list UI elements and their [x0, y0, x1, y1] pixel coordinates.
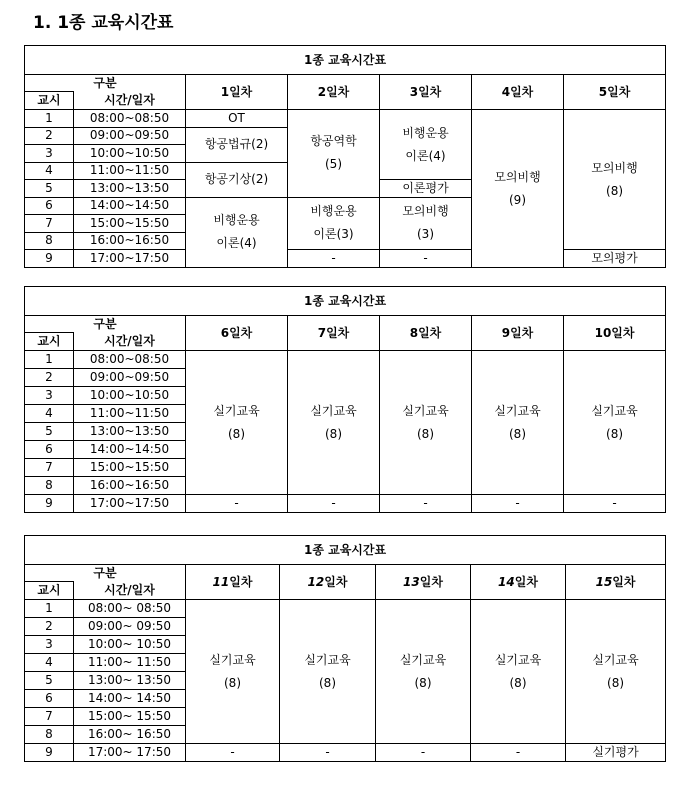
day-header: 3일차	[380, 75, 472, 110]
day-header: 5일차	[564, 75, 666, 110]
cell-line: 실기교육	[310, 403, 357, 418]
cell-line: 항공역학	[310, 134, 357, 149]
table-title: 1종 교육시간표	[25, 46, 666, 75]
period-time: 10:00~10:50	[74, 145, 186, 163]
cell-line: 실기교육	[494, 403, 541, 418]
day-number: 15	[595, 574, 613, 589]
cell-line: (8)	[417, 426, 434, 441]
cell-practical-training	[564, 351, 666, 495]
period-time: 10:00~10:50	[74, 387, 186, 405]
day-header: 10일차	[564, 316, 666, 351]
cell-ot: OT	[186, 110, 288, 128]
cell-line: 비행운용	[402, 125, 449, 140]
cell-line: 실기교육	[304, 652, 351, 667]
cell-line: 실기교육	[494, 652, 542, 667]
period-number: 3	[25, 387, 74, 405]
cell-line: (8)	[509, 426, 526, 441]
cell-line: 실기교육	[592, 652, 639, 667]
cell-flight-ops-theory	[380, 110, 472, 180]
cell-practical-training	[288, 351, 380, 495]
cell-empty: -	[288, 250, 380, 268]
period-number: 1	[25, 600, 74, 618]
cell-line: 모의비행	[494, 169, 541, 184]
header-time-day: 시간/일자	[74, 92, 186, 110]
period-time: 17:00~ 17:50	[74, 744, 186, 762]
cell-line: 실기교육	[399, 652, 447, 667]
period-number: 8	[25, 477, 74, 495]
cell-practical-training	[186, 351, 288, 495]
period-time: 08:00~08:50	[74, 110, 186, 128]
cell-line: (8)	[228, 426, 245, 441]
period-number: 7	[25, 215, 74, 233]
period-number: 1	[25, 351, 74, 369]
period-time: 17:00~17:50	[74, 250, 186, 268]
period-number: 9	[25, 744, 74, 762]
period-time: 14:00~14:50	[74, 197, 186, 215]
cell-aerodynamics	[288, 110, 380, 198]
period-number: 3	[25, 145, 74, 163]
period-time: 14:00~14:50	[74, 441, 186, 459]
cell-simulation	[380, 197, 472, 250]
day-header: 2일차	[288, 75, 380, 110]
period-number: 6	[25, 441, 74, 459]
header-gyosi: 교시	[25, 582, 74, 600]
period-time: 16:00~16:50	[74, 232, 186, 250]
period-number: 5	[25, 423, 74, 441]
day-number: 14	[498, 574, 515, 589]
period-time: 17:00~17:50	[74, 495, 186, 513]
cell-practical-training	[472, 351, 564, 495]
period-number: 1	[25, 110, 74, 128]
cell-line: (8)	[606, 426, 624, 441]
period-time: 10:00~ 10:50	[74, 636, 186, 654]
day-header	[566, 565, 666, 600]
cell-empty: -	[186, 744, 280, 762]
period-number: 8	[25, 726, 74, 744]
period-number: 7	[25, 459, 74, 477]
period-number: 5	[25, 672, 74, 690]
period-time: 16:00~ 16:50	[74, 726, 186, 744]
period-time: 13:00~13:50	[74, 423, 186, 441]
period-time: 09:00~ 09:50	[74, 618, 186, 636]
cell-simulation	[564, 110, 666, 250]
day-header: 4일차	[472, 75, 564, 110]
cell-practical-training	[376, 600, 471, 744]
day-suffix: 일차	[324, 574, 348, 589]
day-suffix: 일차	[419, 574, 443, 589]
cell-line: (3)	[417, 227, 434, 242]
table-title: 1종 교육시간표	[25, 536, 666, 565]
cell-line: (8)	[607, 675, 625, 690]
period-number: 2	[25, 369, 74, 387]
period-time: 09:00~09:50	[74, 127, 186, 145]
cell-line: 실기교육	[213, 403, 260, 418]
day-number: 12	[307, 574, 325, 589]
cell-line: (5)	[325, 157, 342, 172]
period-number: 2	[25, 618, 74, 636]
cell-line: (8)	[325, 426, 342, 441]
cell-line: 이론(4)	[216, 236, 257, 251]
period-time: 11:00~11:50	[74, 405, 186, 423]
period-time: 16:00~16:50	[74, 477, 186, 495]
cell-empty: -	[380, 250, 472, 268]
period-number: 3	[25, 636, 74, 654]
period-number: 4	[25, 162, 74, 180]
cell-aviation-law: 항공법규(2)	[186, 127, 288, 162]
cell-empty: -	[376, 744, 471, 762]
period-number: 4	[25, 654, 74, 672]
header-gubun: 구분	[25, 75, 186, 92]
cell-sim-eval: 모의평가	[564, 250, 666, 268]
cell-empty: -	[288, 495, 380, 513]
cell-empty: -	[472, 495, 564, 513]
cell-line: 모의비행	[591, 160, 638, 175]
period-number: 2	[25, 127, 74, 145]
cell-line: 실기교육	[591, 403, 638, 418]
cell-aviation-weather: 항공기상(2)	[186, 162, 288, 197]
period-number: 6	[25, 690, 74, 708]
period-number: 9	[25, 250, 74, 268]
page-heading: 1. 1종 교육시간표	[33, 13, 174, 33]
cell-line: 비행운용	[213, 213, 260, 228]
period-time: 15:00~15:50	[74, 459, 186, 477]
cell-practical-training	[380, 351, 472, 495]
schedule-table-days-6-10	[24, 286, 666, 513]
day-header: 1일차	[186, 75, 288, 110]
day-header: 6일차	[186, 316, 288, 351]
cell-line: 이론(4)	[405, 148, 446, 163]
period-time: 09:00~09:50	[74, 369, 186, 387]
period-number: 4	[25, 405, 74, 423]
header-time-day: 시간/일자	[74, 582, 186, 600]
cell-line: 비행운용	[310, 204, 357, 219]
day-number: 11	[212, 574, 230, 589]
cell-line: 실기교육	[402, 403, 449, 418]
period-number: 5	[25, 180, 74, 198]
day-suffix: 일차	[229, 574, 253, 589]
period-number: 6	[25, 197, 74, 215]
period-time: 11:00~ 11:50	[74, 654, 186, 672]
header-time-day: 시간/일자	[74, 333, 186, 351]
schedule-table-days-11-15	[24, 535, 666, 762]
cell-line: 모의비행	[402, 204, 449, 219]
cell-practical-training	[280, 600, 376, 744]
cell-line: (8)	[319, 675, 336, 690]
cell-flight-ops-theory	[288, 197, 380, 250]
cell-empty: -	[471, 744, 566, 762]
cell-empty: -	[186, 495, 288, 513]
period-time: 08:00~08:50	[74, 351, 186, 369]
period-time: 13:00~13:50	[74, 180, 186, 198]
day-header	[186, 565, 280, 600]
period-number: 9	[25, 495, 74, 513]
day-header	[376, 565, 471, 600]
table-title: 1종 교육시간표	[25, 287, 666, 316]
header-gubun: 구분	[25, 565, 186, 582]
cell-line: (8)	[224, 675, 241, 690]
period-time: 14:00~ 14:50	[74, 690, 186, 708]
cell-line: (9)	[509, 192, 526, 207]
period-number: 7	[25, 708, 74, 726]
cell-empty: -	[280, 744, 376, 762]
period-time: 15:00~ 15:50	[74, 708, 186, 726]
cell-empty: -	[380, 495, 472, 513]
cell-empty: -	[564, 495, 666, 513]
period-time: 08:00~ 08:50	[74, 600, 186, 618]
cell-line: 실기교육	[209, 652, 256, 667]
cell-simulation	[472, 110, 564, 268]
header-gyosi: 교시	[25, 92, 74, 110]
header-gyosi: 교시	[25, 333, 74, 351]
cell-practical-training	[186, 600, 280, 744]
day-number: 13	[403, 574, 420, 589]
cell-theory-eval: 이론평가	[380, 180, 472, 198]
period-time: 15:00~15:50	[74, 215, 186, 233]
period-time: 13:00~ 13:50	[74, 672, 186, 690]
cell-line: 이론(3)	[313, 227, 354, 242]
day-suffix: 일차	[514, 574, 538, 589]
day-header	[280, 565, 376, 600]
period-time: 11:00~11:50	[74, 162, 186, 180]
cell-flight-ops-theory	[186, 197, 288, 268]
cell-practical-eval: 실기평가	[566, 744, 666, 762]
cell-line: (8)	[414, 675, 432, 690]
cell-practical-training	[471, 600, 566, 744]
header-gubun: 구분	[25, 316, 186, 333]
day-header: 8일차	[380, 316, 472, 351]
day-header: 9일차	[472, 316, 564, 351]
day-header	[471, 565, 566, 600]
cell-line: (8)	[606, 183, 624, 198]
period-number: 8	[25, 232, 74, 250]
day-header: 7일차	[288, 316, 380, 351]
schedule-table-days-1-5	[24, 45, 666, 268]
cell-practical-training	[566, 600, 666, 744]
cell-line: (8)	[509, 675, 527, 690]
day-suffix: 일차	[612, 574, 636, 589]
